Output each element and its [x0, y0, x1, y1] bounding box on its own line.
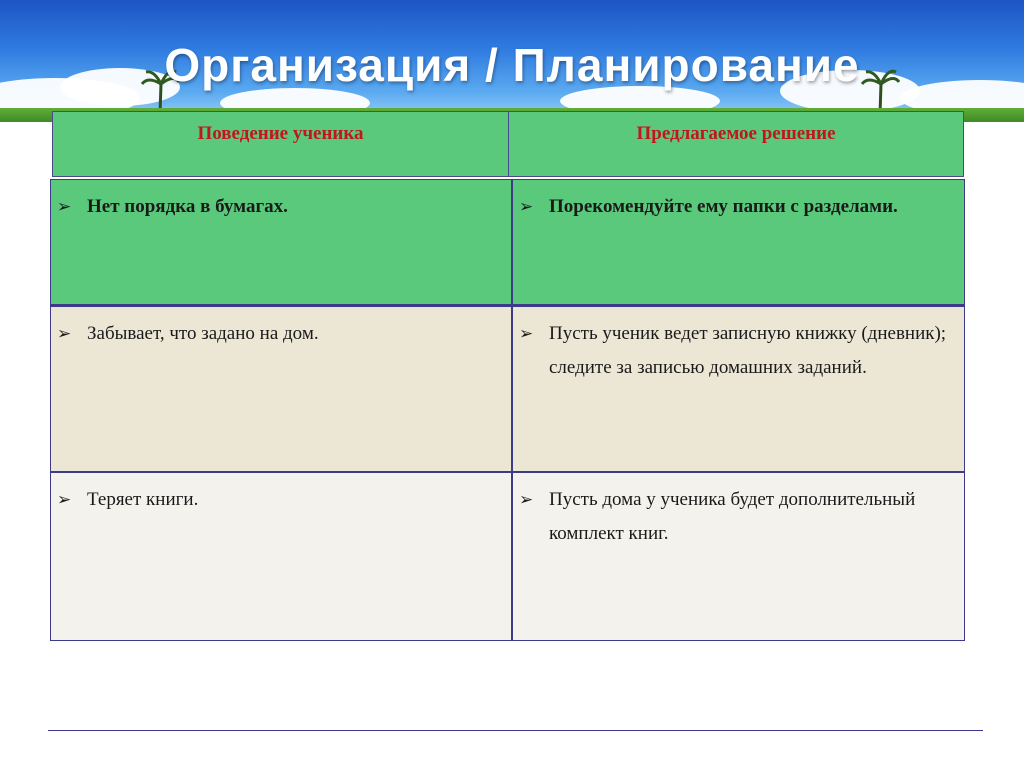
behavior-cell — [51, 473, 513, 640]
arrow-bullet-icon: ➢ — [57, 197, 72, 217]
arrow-bullet-icon: ➢ — [519, 324, 534, 344]
header-solution: Предлагаемое решение — [636, 123, 836, 144]
solution-cell — [513, 307, 964, 471]
arrow-bullet-icon: ➢ — [519, 197, 534, 217]
behavior-text: Нет порядка в бумагах. — [87, 196, 288, 217]
table-row — [51, 180, 964, 307]
arrow-bullet-icon: ➢ — [519, 490, 534, 510]
behavior-text: Забывает, что задано на дом. — [87, 323, 319, 344]
solution-cell — [513, 473, 964, 640]
behavior-text: Теряет книги. — [87, 489, 199, 510]
solution-cell — [513, 180, 964, 304]
solution-text: Порекомендуйте ему папки с разделами. — [549, 196, 898, 217]
table-row — [51, 473, 964, 640]
table-row — [51, 307, 964, 473]
table-header — [52, 111, 964, 177]
slide-title: Организация / Планирование — [164, 39, 860, 91]
behavior-cell — [51, 307, 513, 471]
footer-divider — [48, 730, 983, 731]
arrow-bullet-icon: ➢ — [57, 490, 72, 510]
behavior-cell — [51, 180, 513, 304]
solution-text: Пусть ученик ведет записную книжку (дневник); следите за записью домашних заданий. — [549, 323, 947, 378]
arrow-bullet-icon: ➢ — [57, 324, 72, 344]
header-behavior: Поведение ученика — [53, 112, 509, 176]
solution-text: Пусть дома у ученика будет дополнительный комплект книг. — [549, 489, 916, 544]
behavior-solution-table — [50, 179, 965, 641]
